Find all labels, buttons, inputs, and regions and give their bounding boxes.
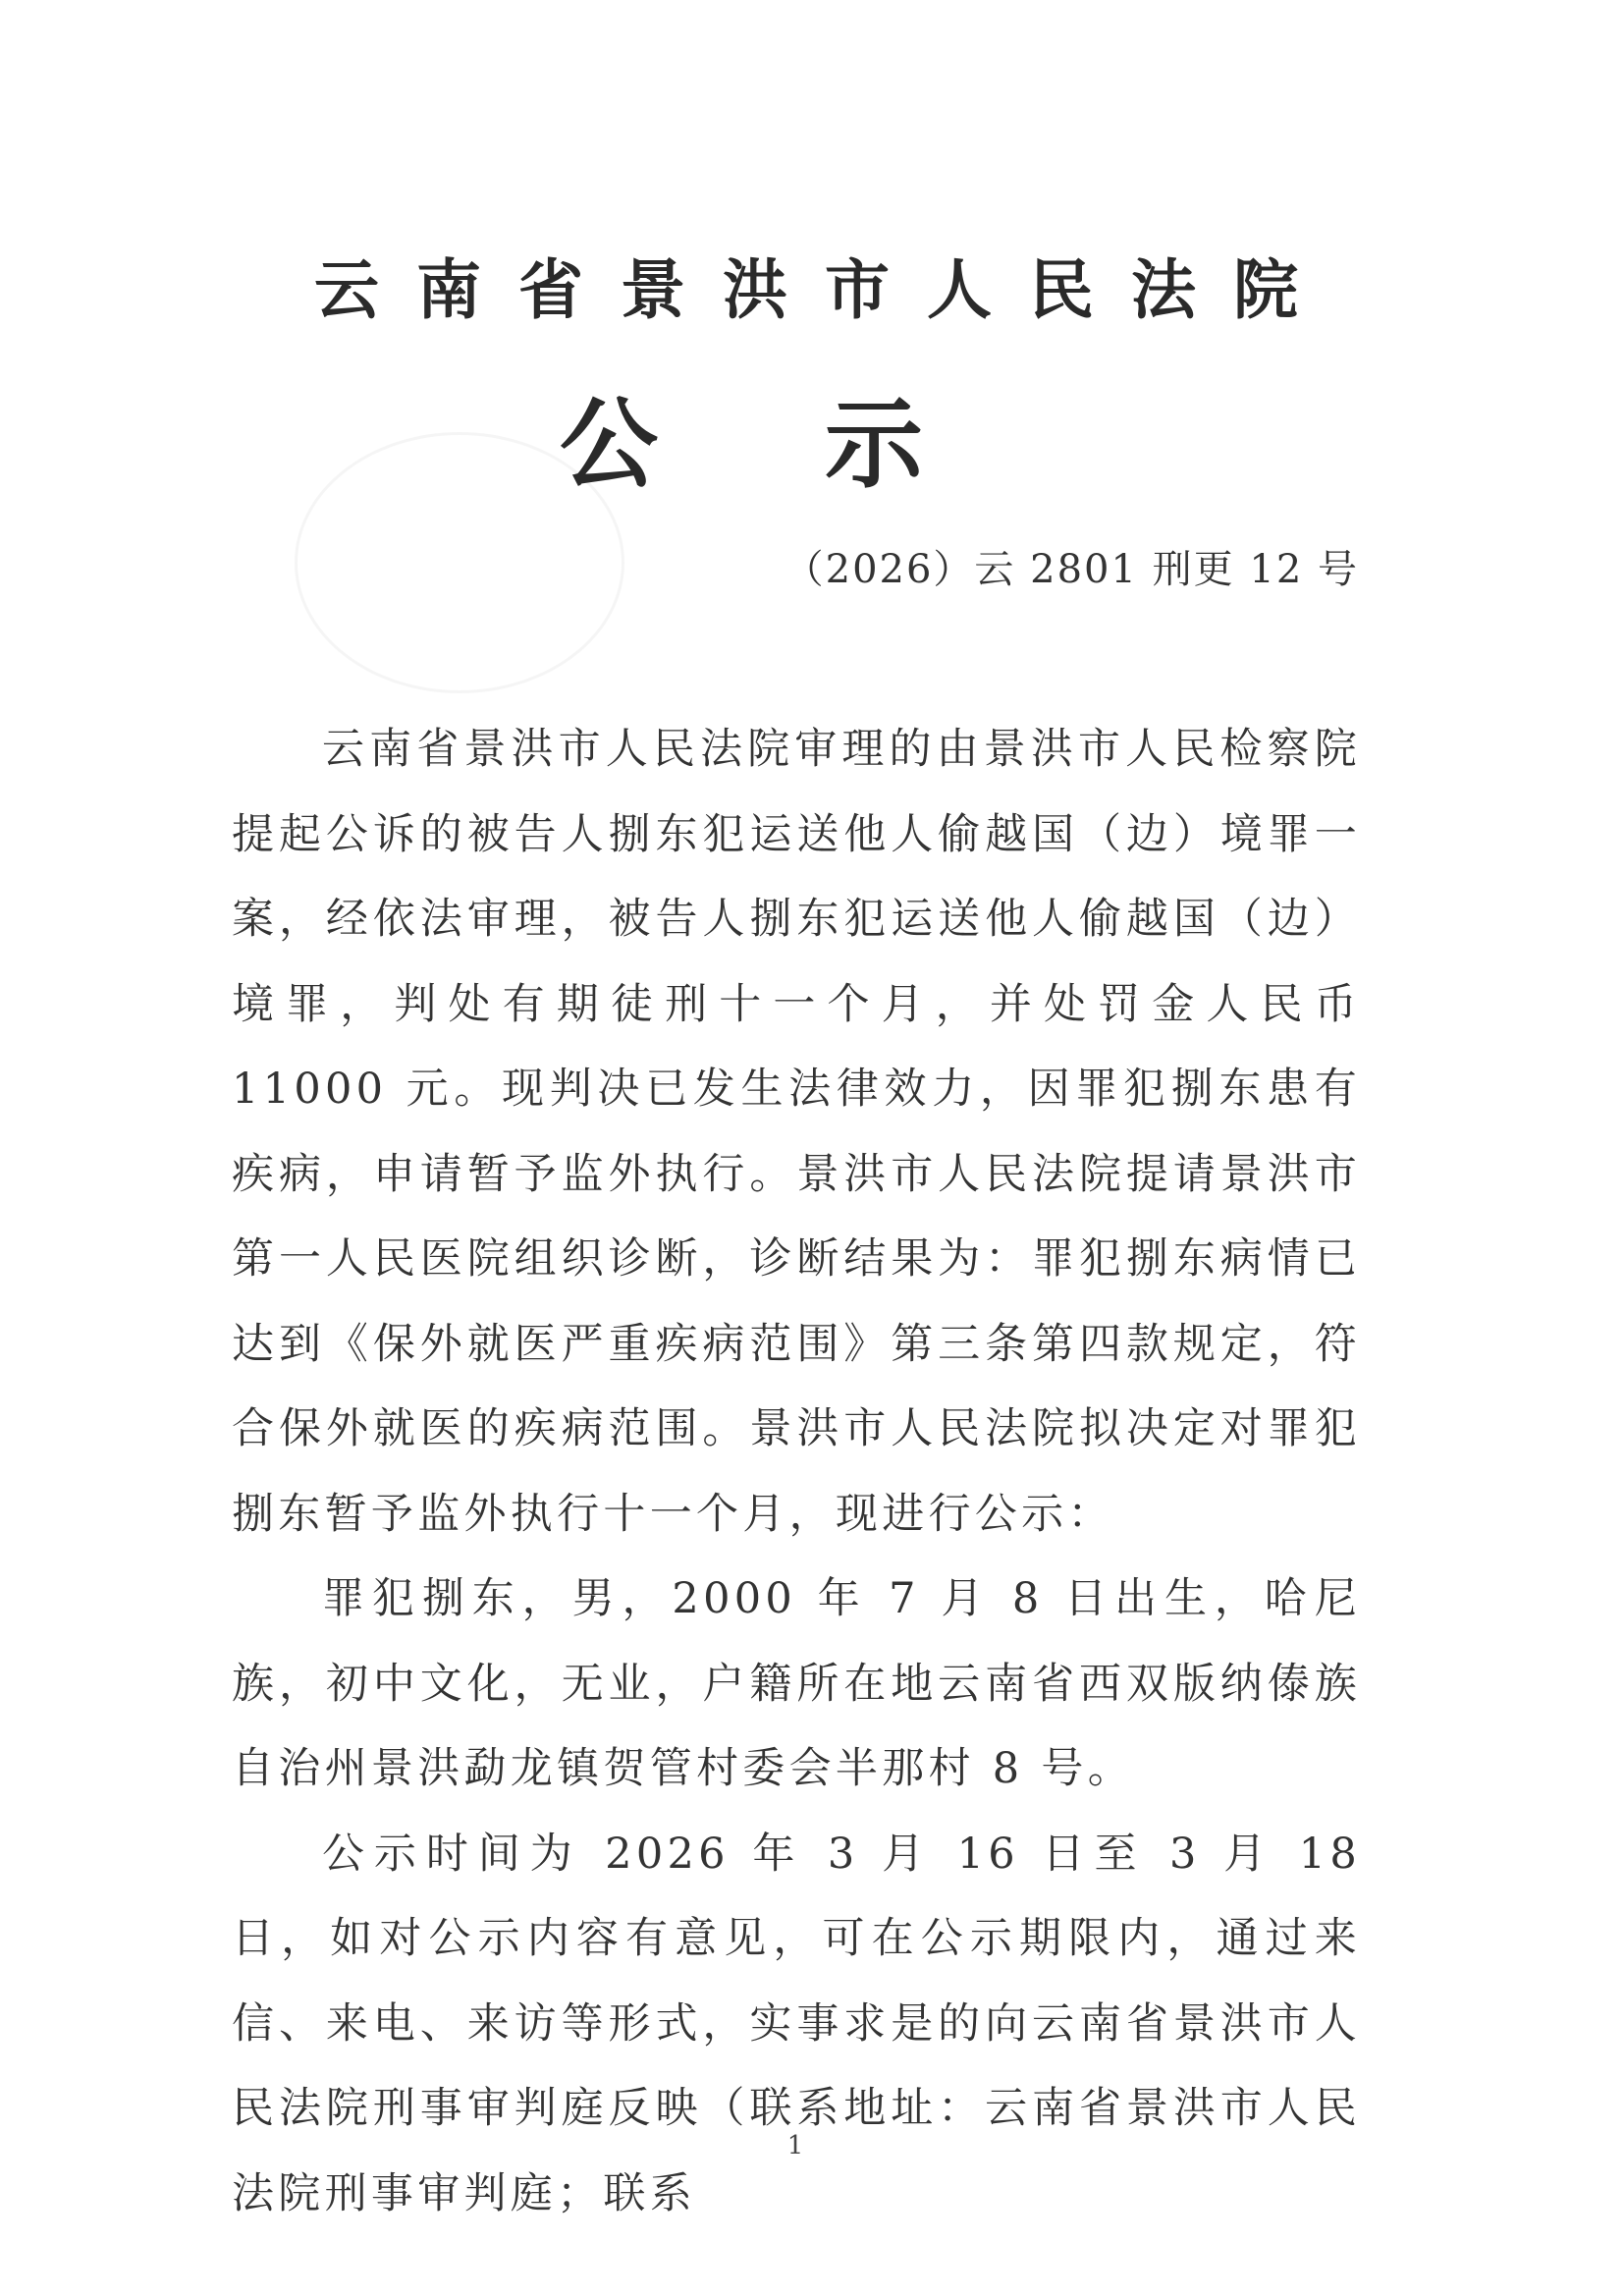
paragraph-case-summary: 云南省景洪市人民法院审理的由景洪市人民检察院提起公诉的被告人捌东犯运送他人偷越国（边）境罪一案，经依法审理，被告人捌东犯运送他人偷越国（边）境罪，判处有期徒刑十一个月，并处罚金人民币 11000 元。现判决已发生法律效力，因罪犯捌东患有疾病，申请暂予监外执行。景洪市人民法院提请景洪市第一人民医院组织诊断，诊断结果为：罪犯捌东病情已达到《保外就医严重疾病范围》第三条第四款规定，符合保外就医的疾病范围。景洪市人民法院拟决定对罪犯捌东暂予监外执行十一个月，现进行公示： — [232, 725, 1361, 1539]
notice-body — [232, 707, 1361, 2236]
court-name-title: 云南省景洪市人民法院 — [314, 251, 1335, 328]
paragraph-notice-period: 公示时间为 2026 年 3 月 16 日至 3 月 18 日，如对公示内容有意见，可在公示期限内，通过来信、来电、来访等形式，实事求是的向云南省景洪市人民法院刑事审判庭反映（联系地址：云南省景洪市人民法院刑事审判庭；联系 — [232, 1829, 1361, 2218]
page-number: 1 — [786, 2131, 804, 2160]
document-number: （2026）云 2801 刑更 12 号 — [784, 547, 1359, 592]
paragraph-offender-info: 罪犯捌东，男，2000 年 7 月 8 日出生，哈尼族，初中文化，无业，户籍所在地云南省西双版纳傣族自治州景洪勐龙镇贺管村委会半那村 8 号。 — [232, 1574, 1361, 1793]
document-type-title: 公示 — [560, 386, 1090, 502]
